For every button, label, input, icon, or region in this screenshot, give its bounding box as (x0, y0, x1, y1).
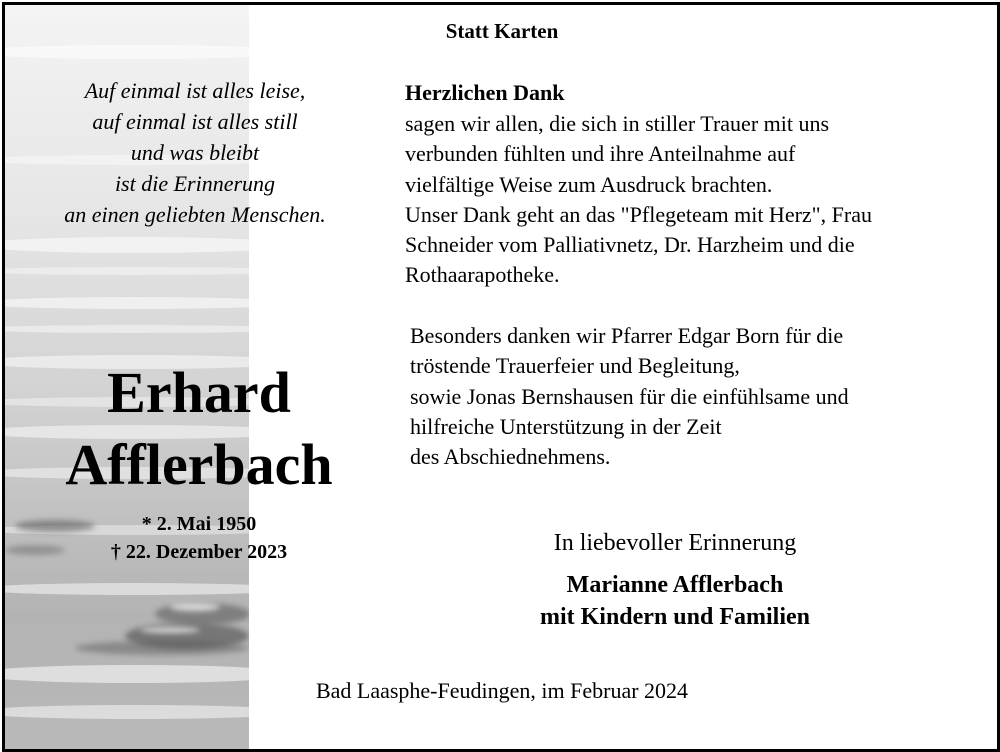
paragraph-line: des Abschiednehmens. (410, 444, 611, 470)
death-date: † 22. Dezember 2023 (110, 541, 288, 563)
birth-date: * 2. Mai 1950 (141, 513, 257, 535)
signatory-name: Marianne Afflerbach (566, 572, 784, 598)
deceased-first-name: Erhard (107, 360, 291, 425)
place-and-date: Bad Laasphe-Feudingen, im Februar 2024 (315, 678, 689, 703)
closing-phrase: In liebevoller Erinnerung (553, 530, 797, 556)
paragraph-line: verbunden fühlten und ihre Anteilnahme auf (405, 141, 796, 167)
poem-line: an einen geliebten Menschen. (64, 202, 326, 227)
thanks-paragraph-1 (405, 109, 872, 291)
poem-line: und was bleibt (130, 140, 260, 165)
paragraph-line: Schneider vom Palliativnetz, Dr. Harzheim und die (405, 232, 855, 258)
paragraph-line: Besonders danken wir Pfarrer Edgar Born für die (410, 323, 844, 348)
poem-line: ist die Erinnerung (114, 171, 276, 196)
paragraph-line: Rothaarapotheke. (405, 262, 560, 288)
header-title: Statt Karten (445, 19, 559, 43)
paragraph-line: vielfältige Weise zum Ausdruck brachten. (405, 171, 773, 197)
thanks-title: Herzlichen Dank (405, 80, 565, 105)
thanks-paragraph-2 (410, 321, 849, 472)
poem (5, 75, 385, 230)
obituary-card (2, 2, 1000, 752)
paragraph-line: sagen wir allen, die sich in stiller Trauer mit uns (405, 111, 830, 136)
poem-line: Auf einmal ist alles leise, (84, 78, 306, 103)
deceased-last-name: Afflerbach (65, 432, 333, 497)
paragraph-line: sowie Jonas Bernshausen für die einfühlsame und (410, 383, 849, 409)
paragraph-line: tröstende Trauerfeier und Begleitung, (410, 353, 740, 379)
paragraph-line: hilfreiche Unterstützung in der Zeit (410, 413, 722, 439)
signatory-family: mit Kindern und Familien (539, 604, 811, 630)
paragraph-line: Unser Dank geht an das "Pflegeteam mit Herz", Frau (405, 201, 872, 227)
poem-line: auf einmal ist alles still (92, 109, 298, 134)
